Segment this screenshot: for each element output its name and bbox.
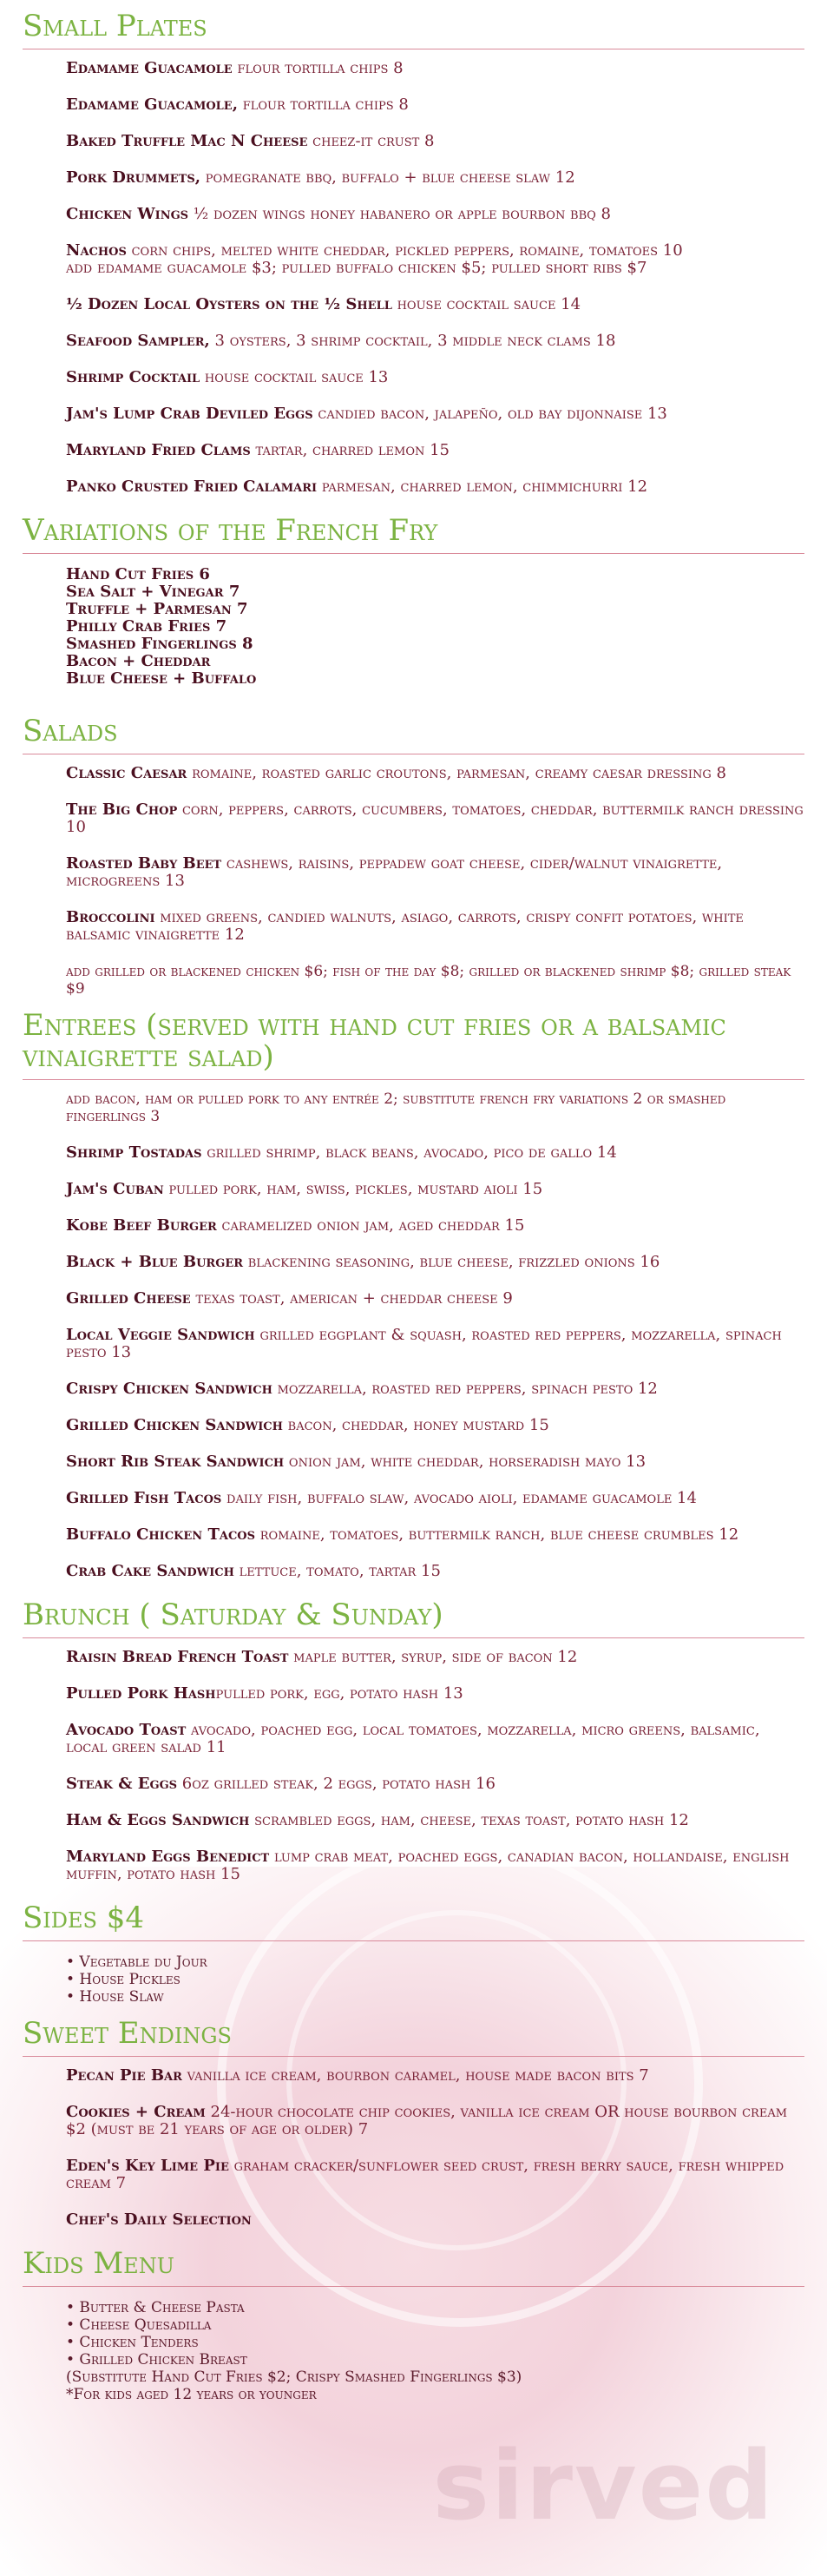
item-name: Avocado Toast [66, 1721, 187, 1739]
item-add-ons: add edamame guacamole $3; pulled buffalo chicken $5; pulled short ribs $7 [66, 259, 647, 277]
item-description: lettuce, tomato, tartar 15 [233, 1562, 441, 1580]
list-item: • Chicken Tenders [66, 2334, 199, 2351]
item-description: corn, peppers, carrots, cucumbers, tomatoes, cheddar, buttermilk ranch dressing 10 [66, 800, 804, 836]
list-item: Bacon + Cheddar [66, 652, 211, 670]
item-list [23, 1941, 804, 2018]
item-name: Kobe Beef Burger [66, 1216, 217, 1235]
menu-item [66, 1812, 804, 1829]
menu-item [66, 1526, 804, 1544]
item-description: scrambled eggs, ham, cheese, texas toast, potato hash 12 [249, 1811, 689, 1829]
item-name: Shrimp Tostadas [66, 1143, 202, 1162]
item-description: graham cracker/sunflower seed crust, fresh berry sauce, fresh whipped cream 7 [66, 2157, 784, 2192]
item-name: The Big Chop [66, 800, 178, 819]
list-item: Smashed Fingerlings 8 [66, 635, 253, 653]
item-name: Raisin Bread French Toast [66, 1648, 289, 1666]
item-description: maple butter, syrup, side of bacon 12 [288, 1648, 578, 1666]
item-name: Broccolini [66, 908, 155, 926]
section-title: Kids Menu [23, 2248, 804, 2287]
item-name: Jam's Cuban [66, 1180, 164, 1198]
menu-item [66, 2104, 804, 2138]
menu-item [66, 333, 804, 350]
list-item: • Grilled Chicken Breast [66, 2351, 247, 2368]
section-title: Variations of the French Fry [23, 515, 804, 554]
item-name: Chef's Daily Selection [66, 2210, 252, 2229]
item-name: Ham & Eggs Sandwich [66, 1811, 250, 1829]
section-title: Brunch ( Saturday & Sunday) [23, 1599, 804, 1638]
item-description: ½ dozen wings honey habanero or apple bourbon bbq 8 [188, 205, 611, 223]
item-name: Pulled Pork Hash [66, 1684, 216, 1703]
list-item: *For kids aged 12 years or younger [66, 2386, 317, 2403]
menu-item [66, 405, 804, 423]
sirved-watermark: sirved [432, 2430, 775, 2541]
item-name: Classic Caesar [66, 764, 187, 782]
menu-item [66, 206, 804, 223]
list-item: Philly Crab Fries 7 [66, 617, 227, 636]
item-description: romaine, roasted garlic croutons, parmesan, creamy caesar dressing 8 [187, 764, 726, 782]
item-name: Grilled Fish Tacos [66, 1489, 222, 1507]
add-on-note: add grilled or blackened chicken $6; fish of the day $8; grilled or blackened shrimp $8; grilled steak $9 [66, 963, 791, 998]
item-name: Steak & Eggs [66, 1775, 178, 1793]
menu-item [66, 1144, 804, 1162]
menu-item [66, 1453, 804, 1471]
item-description: mixed greens, candied walnuts, asiago, carrots, crispy confit potatoes, white balsamic vinaigrette 12 [66, 908, 744, 944]
item-name: Grilled Chicken Sandwich [66, 1416, 283, 1434]
item-name: Crispy Chicken Sandwich [66, 1380, 272, 1398]
item-name: Maryland Fried Clams [66, 441, 251, 459]
item-description: romaine, tomatoes, buttermilk ranch, blue cheese crumbles 12 [255, 1525, 739, 1544]
item-name: Maryland Eggs Benedict [66, 1848, 270, 1866]
item-description: parmesan, charred lemon, chimmichurri 12 [317, 478, 648, 496]
menu-item [66, 369, 804, 386]
item-description: house cocktail sauce 13 [200, 368, 389, 386]
item-list [23, 49, 804, 496]
menu-item [66, 1848, 804, 1883]
item-description: tartar, charred lemon 15 [250, 441, 450, 459]
item-description: mozzarella, roasted red peppers, spinach pesto 12 [272, 1380, 658, 1398]
item-description: corn chips, melted white cheddar, pickled peppers, romaine, tomatoes 10 [126, 241, 683, 260]
item-description: bacon, cheddar, honey mustard 15 [282, 1416, 549, 1434]
item-list [23, 1638, 804, 1883]
item-description: grilled eggplant & squash, roasted red peppers, mozzarella, spinach pesto 13 [66, 1326, 782, 1361]
item-name: Pork Drummets, [66, 168, 200, 187]
section-title: Sides $4 [23, 1902, 804, 1941]
menu-item [66, 60, 804, 77]
item-description: 24-hour chocolate chip cookies, vanilla ice cream OR house bourbon cream $2 (must be 21 years of age or older) 7 [66, 2103, 788, 2138]
menu-item [66, 2067, 804, 2085]
item-name: Black + Blue Burger [66, 1253, 244, 1271]
item-description: caramelized onion jam, aged cheddar 15 [216, 1216, 525, 1235]
item-description: daily fish, buffalo slaw, avocado aioli, edamame guacamole 14 [221, 1489, 697, 1507]
item-list [23, 754, 804, 998]
menu-item [66, 2158, 804, 2192]
item-description: grilled shrimp, black beans, avocado, pico de gallo 14 [201, 1143, 617, 1162]
item-name: Buffalo Chicken Tacos [66, 1525, 255, 1544]
item-description: onion jam, white cheddar, horseradish mayo 13 [284, 1453, 647, 1471]
section-title: Sweet Endings [23, 2018, 804, 2057]
menu-item [66, 1776, 804, 1793]
item-name: Shrimp Cocktail [66, 368, 200, 386]
menu-item [66, 765, 804, 782]
menu-item [66, 1685, 804, 1703]
item-list [23, 1080, 804, 1580]
menu-item [66, 96, 804, 114]
item-description: pulled pork, egg, potato hash 13 [215, 1684, 463, 1703]
item-description: house cocktail sauce 14 [391, 295, 581, 313]
section-french-fry [23, 515, 804, 715]
list-item: • Vegetable du Jour [66, 1953, 207, 1971]
item-name: Crab Cake Sandwich [66, 1562, 234, 1580]
menu-item [66, 1417, 804, 1434]
menu-item [66, 478, 804, 496]
item-description: 3 oysters, 3 shrimp cocktail, 3 middle neck clams 18 [209, 332, 616, 350]
item-name: Panko Crusted Fried Calamari [66, 478, 318, 496]
item-name: Local Veggie Sandwich [66, 1326, 255, 1344]
item-name: Grilled Cheese [66, 1289, 191, 1308]
menu-item [66, 442, 804, 459]
item-description: blackening seasoning, blue cheese, frizzled onions 16 [243, 1253, 660, 1271]
list-item: • Butter & Cheese Pasta [66, 2299, 245, 2316]
menu-item [66, 1327, 804, 1361]
list-item: Sea Salt + Vinegar 7 [66, 583, 240, 601]
menu-item [66, 169, 804, 187]
list-item: • House Slaw [66, 1988, 164, 2006]
list-item: Hand Cut Fries 6 [66, 565, 210, 583]
list-item: (Substitute Hand Cut Fries $2; Crispy Smashed Fingerlings $3) [66, 2368, 522, 2386]
item-name: Jam's Lump Crab Deviled Eggs [66, 405, 313, 423]
menu-item [66, 1181, 804, 1198]
item-description: pomegranate bbq, buffalo + blue cheese slaw 12 [200, 168, 575, 187]
item-description: texas toast, american + cheddar cheese 9 [190, 1289, 513, 1308]
menu-item [66, 1490, 804, 1507]
section-title: Small Plates [23, 10, 804, 49]
section-sweet-endings [23, 2018, 804, 2229]
section-small-plates [23, 0, 804, 496]
section-kids-menu [23, 2248, 804, 2403]
menu-item [66, 1380, 804, 1398]
menu-item [66, 855, 804, 890]
item-description: cashews, raisins, peppadew goat cheese, cider/walnut vinaigrette, microgreens 13 [66, 854, 723, 890]
item-name: ½ Dozen Local Oysters on the ½ Shell [66, 295, 392, 313]
item-name: Edamame Guacamole [66, 59, 233, 77]
section-sides [23, 1902, 804, 2018]
menu-item [66, 1649, 804, 1666]
list-item: • Cheese Quesadilla [66, 2316, 212, 2334]
item-description: flour tortilla chips 8 [237, 96, 409, 114]
menu-item [66, 2211, 804, 2229]
item-description: pulled pork, ham, swiss, pickles, mustard aioli 15 [163, 1180, 543, 1198]
item-name: Chicken Wings [66, 205, 189, 223]
menu-item [66, 242, 804, 277]
menu-item [66, 909, 804, 944]
item-name: Short Rib Steak Sandwich [66, 1453, 285, 1471]
menu-item [66, 801, 804, 836]
item-description: lump crab meat, poached eggs, canadian bacon, hollandaise, english muffin, potato hash 15 [66, 1848, 790, 1883]
item-list [23, 2057, 804, 2229]
menu-item [66, 296, 804, 313]
add-on-note: add bacon, ham or pulled pork to any entrée 2; substitute french fry variations 2 or smashed fingerlings 3 [66, 1090, 726, 1125]
section-salads [23, 715, 804, 998]
section-brunch [23, 1599, 804, 1883]
list-item: • House Pickles [66, 1971, 180, 1988]
list-item: Blue Cheese + Buffalo [66, 669, 257, 688]
menu-item [66, 1290, 804, 1308]
item-name: Cookies + Cream [66, 2103, 206, 2121]
menu-item [66, 133, 804, 150]
menu-item [66, 1563, 804, 1580]
item-name: Baked Truffle Mac N Cheese [66, 132, 308, 150]
item-name: Seafood Sampler, [66, 332, 210, 350]
menu-item [66, 1217, 804, 1235]
item-description: candied bacon, jalapeño, old bay dijonnaise 13 [312, 405, 667, 423]
item-list [23, 2287, 804, 2403]
list-item: Truffle + Parmesan 7 [66, 600, 248, 618]
item-name: Pecan Pie Bar [66, 2066, 182, 2085]
item-name: Eden's Key Lime Pie [66, 2157, 229, 2175]
item-name: Edamame Guacamole, [66, 96, 238, 114]
section-entrees [23, 1010, 804, 1580]
item-description: vanilla ice cream, bourbon caramel, house made bacon bits 7 [181, 2066, 649, 2085]
item-description: cheez-it crust 8 [307, 132, 435, 150]
menu-item [66, 1722, 804, 1756]
item-description: flour tortilla chips 8 [232, 59, 404, 77]
item-name: Nachos [66, 241, 127, 260]
item-list [23, 554, 804, 715]
section-title: Salads [23, 715, 804, 754]
item-name: Roasted Baby Beet [66, 854, 222, 873]
section-title: Entrees (served with hand cut fries or a balsamic vinaigrette salad) [23, 1010, 804, 1080]
item-description: avocado, poached egg, local tomatoes, mozzarella, micro greens, balsamic, local green salad 11 [66, 1721, 760, 1756]
item-description: 6oz grilled steak, 2 eggs, potato hash 16 [177, 1775, 496, 1793]
menu-item [66, 1254, 804, 1271]
